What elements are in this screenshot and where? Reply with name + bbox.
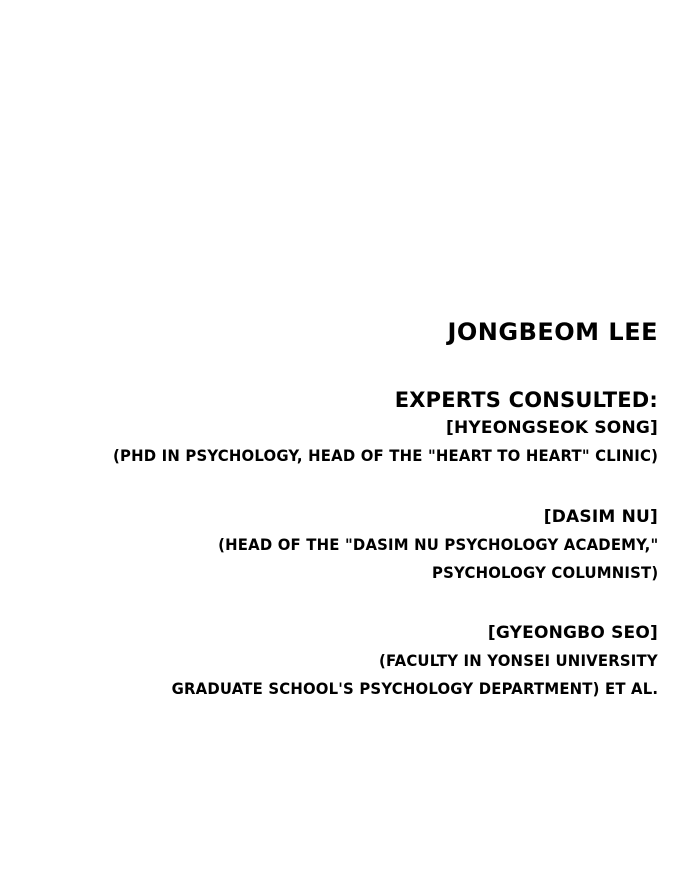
- expert-name: [GYEONGBO SEO]: [487, 623, 658, 643]
- expert-name: [DASIM NU]: [543, 507, 658, 527]
- expert-description: PSYCHOLOGY COLUMNIST): [431, 563, 658, 582]
- expert-name: [HYEONGSEOK SONG]: [446, 418, 658, 438]
- expert-description: (HEAD OF THE "DASIM NU PSYCHOLOGY ACADEMY,": [217, 535, 658, 554]
- expert-description: GRADUATE SCHOOL'S PSYCHOLOGY DEPARTMENT) ET AL.: [171, 679, 658, 698]
- experts-heading: EXPERTS CONSULTED:: [394, 388, 658, 412]
- expert-description: (PHD IN PSYCHOLOGY, HEAD OF THE "HEART TO HEART" CLINIC): [112, 446, 658, 465]
- author-name: JONGBEOM LEE: [447, 318, 658, 346]
- expert-description: (FACULTY IN YONSEI UNIVERSITY: [379, 651, 658, 670]
